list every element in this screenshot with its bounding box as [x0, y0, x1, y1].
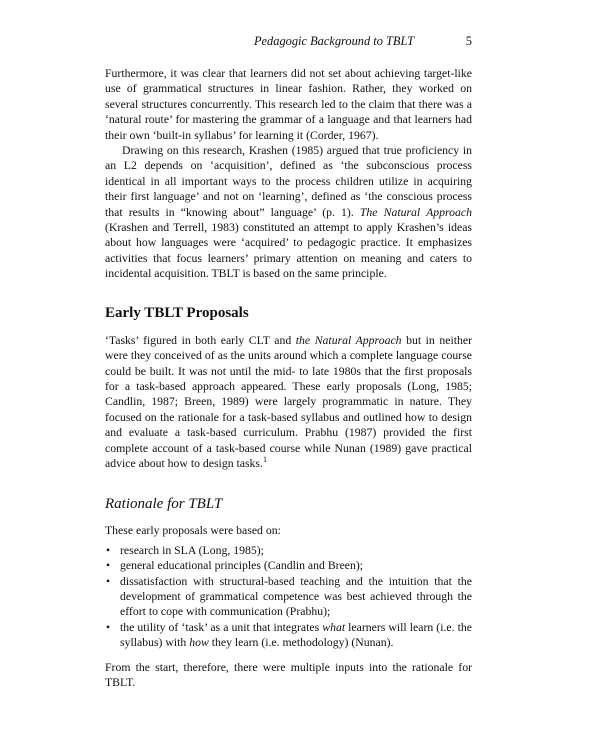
book-page [105, 34, 472, 690]
book-title-natural-approach: The Natural Approach [359, 205, 472, 219]
bullet-icon: • [106, 574, 111, 588]
running-title: Pedagogic Background to TBLT [253, 34, 414, 48]
bullet-icon: • [106, 559, 111, 573]
list-item-text: learners will learn (i.e. the syllabus) with [120, 620, 472, 650]
italic-how: how [189, 636, 209, 650]
running-header [105, 34, 472, 54]
paragraph-text: but in neither were they conceived of as the units around which a complete language course could be built. It was not until the mid- to late 1980s that the first proposals for a task-based approach appeared. These early proposals (Long, 1985; Candlin, 1987; Breen, 1989) were largely programmatic in nature. They focused on the rationale for a task-based syllabus and outlined how to design and evaluate a task-based curriculum. Prabhu (1987) provided the first complete account of a task-based course while Nunan (1989) gave practical advice about how to design tasks. [105, 333, 472, 470]
bullet-icon: • [106, 620, 111, 634]
page-number: 5 [465, 34, 472, 48]
italic-natural-approach: the Natural Approach [295, 333, 402, 347]
list-item [105, 558, 472, 573]
italic-what: what [322, 620, 346, 634]
rationale-list [105, 543, 472, 651]
paragraph-text: (Krashen and Terrell, 1983) constituted an attempt to apply Krashen’s ideas about how languages were ‘acquired’ to pedagogic practice. It emphasizes activities that focus learners’ primary attention on meaning and caters to incidental acquisition. TBLT is based on the same principle. [105, 221, 472, 281]
list-item [105, 574, 472, 620]
list-item-text: dissatisfaction with structural-based teaching and the intuition that the development of grammatical competence was best achieved through the effort to cope with communication (Prabhu); [120, 574, 472, 619]
footnote-marker: 1 [262, 455, 267, 465]
paragraph-early-proposals [105, 333, 472, 472]
paragraph-natural-route: Furthermore, it was clear that learners did not set about achieving target-like use of grammatical structures in linear fashion. Rather, they worked on several structures concurrently. This research led to the claim that there was a ‘natural route’ for mastering the grammar of a language and that learners had their own ‘built-in syllabus’ for learning it (Corder, 1967). [105, 67, 472, 142]
list-item-text: they learn (i.e. methodology) (Nunan). [208, 636, 394, 650]
subsection-heading-rationale: Rationale for TBLT [105, 496, 223, 513]
paragraph-krashen [105, 143, 472, 282]
paragraph-closing: From the start, therefore, there were multiple inputs into the rationale for TBLT. [105, 660, 472, 689]
paragraph-text: ‘Tasks’ figured in both early CLT and [105, 333, 296, 347]
list-item-text: research in SLA (Long, 1985); [120, 543, 264, 557]
paragraph-rationale-intro: These early proposals were based on: [105, 524, 281, 538]
list-item-text: general educational principles (Candlin and Breen); [120, 559, 364, 573]
list-item [105, 543, 472, 558]
list-item [105, 620, 472, 651]
bullet-icon: • [106, 543, 111, 557]
list-item-text: the utility of ‘task’ as a unit that integrates [120, 620, 323, 634]
section-heading-early-tblt: Early TBLT Proposals [105, 304, 249, 321]
paragraph-text: Drawing on this research, Krashen (1985) argued that true proficiency in an L2 depends on ‘acquisition’, defined as ‘the subconscious process identical in all important ways to the process children utilize in acquiring their first language’ and not on ‘learning’, defined as ‘the conscious process that results in “knowing about” language’ (p. 1). [105, 144, 472, 219]
